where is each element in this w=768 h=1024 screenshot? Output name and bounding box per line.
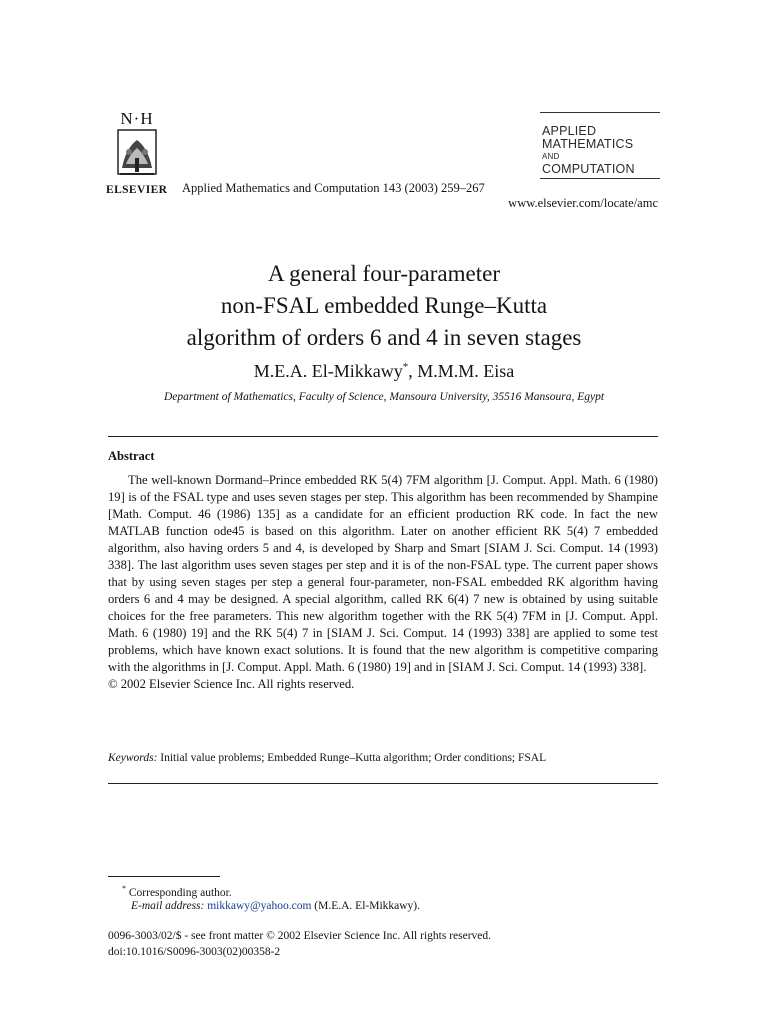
footnote-rule: [108, 876, 220, 877]
author-name: M.M.M. Eisa: [417, 361, 515, 381]
publisher-mark: N·H: [120, 109, 154, 128]
footnote-text: Corresponding author.: [128, 886, 232, 899]
footnote-mark: *: [122, 884, 126, 893]
abstract-top-rule: [108, 436, 658, 437]
abstract-heading: Abstract: [108, 449, 155, 463]
footnote-email: [131, 900, 420, 912]
title-line: A general four-parameter: [268, 261, 500, 286]
publisher-name: ELSEVIER: [106, 184, 168, 196]
doi-line[interactable]: doi:10.1016/S0096-3003(02)00358-2: [108, 946, 281, 958]
title-line: algorithm of orders 6 and 4 in seven stages: [186, 325, 582, 350]
footnote-corresponding: [122, 884, 232, 899]
keywords-text: Initial value problems; Embedded Runge–Kutta algorithm; Order conditions; FSAL: [160, 752, 547, 764]
journal-logo-line: APPLIED: [542, 124, 597, 138]
abstract-bottom-rule: [108, 783, 658, 784]
journal-logo-top-rule: [540, 112, 660, 113]
article-title: [0, 258, 768, 354]
email-owner: (M.E.A. El-Mikkawy).: [314, 900, 420, 912]
journal-logo-bottom-rule: [540, 178, 660, 179]
email-label: E-mail address:: [131, 900, 205, 912]
author-name: M.E.A. El-Mikkawy: [253, 361, 403, 381]
journal-url[interactable]: www.elsevier.com/locate/amc: [508, 196, 658, 210]
author-list: [0, 361, 768, 382]
journal-citation: Applied Mathematics and Computation 143 (2003) 259–267: [182, 181, 485, 195]
keywords: [108, 752, 668, 764]
journal-logo-line: COMPUTATION: [542, 162, 635, 176]
author-separator: ,: [408, 361, 418, 381]
abstract-body: The well-known Dormand–Prince embedded RK 5(4) 7FM algorithm [J. Comput. Appl. Math. 6 (1980) 19] is of the FSAL type and uses seven stages per step. This algorithm has been recommended by Shampine [Math. Comput. 46 (1986) 135] as a candidate for an efficient production RK code. In fact the new MATLAB function ode45 is based on this algorithm. Later on another efficient RK 5(4) 7 embedded algorithm, also having orders 5 and 4, is developed by Sharp and Smart [SIAM J. Sci. Comput. 14 (1993) 338]. The last algorithm uses seven stages per step and it is of the non-FSAL type. The current paper shows that by using seven stages per step a general four-parameter, non-FSAL embedded RK algorithm having orders 6 and 4 may be designed. A special algorithm, called RK 6(4) 7 new is obtained by using suitable choices for the free parameters. This new algorithm together with the RK 5(4) 7FM in [J. Comput. Appl. Math. 6 (1980) 19] and the RK 5(4) 7 in [SIAM J. Sci. Comput. 14 (1993) 338] are applied to some test problems, which have known exact solutions. It is found that the new algorithm is competitive comparing with the algorithms in [J. Comput. Appl. Math. 6 (1980) 19] and in [SIAM J. Sci. Comput. 14 (1993) 338].: [108, 473, 658, 674]
affiliation: Department of Mathematics, Faculty of Science, Mansoura University, 35516 Mansoura, Egypt: [163, 391, 605, 403]
elsevier-logo: [106, 110, 168, 185]
journal-logo-line: MATHEMATICS: [542, 137, 634, 151]
journal-logo-line: AND: [542, 152, 560, 161]
corresponding-author-mark[interactable]: *: [402, 361, 409, 373]
abstract-text: [108, 472, 658, 693]
elsevier-tree-icon: [114, 128, 160, 180]
keywords-label: Keywords:: [108, 752, 158, 764]
email-link[interactable]: mikkawy@yahoo.com: [207, 900, 312, 912]
abstract-copyright: © 2002 Elsevier Science Inc. All rights reserved.: [108, 677, 355, 691]
title-line: non-FSAL embedded Runge–Kutta: [220, 293, 548, 318]
issn-line: 0096-3003/02/$ - see front matter © 2002 Elsevier Science Inc. All rights reserved.: [108, 930, 492, 942]
